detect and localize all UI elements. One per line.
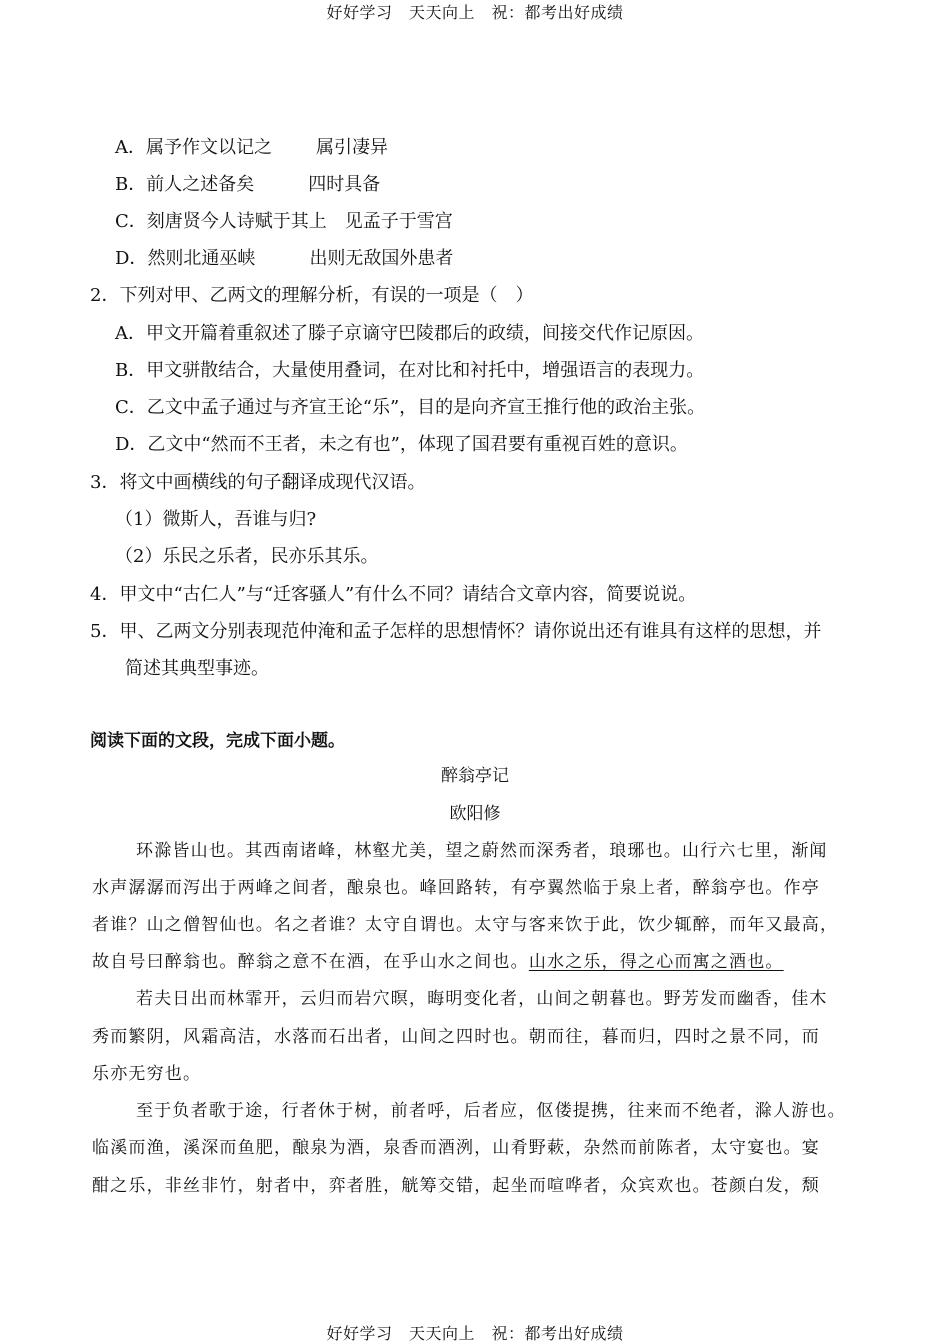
q1-option-a: [115, 139, 388, 157]
passage-author: 欧阳修: [449, 804, 501, 824]
option-left: 前人之述备矣: [146, 174, 255, 195]
passage-p3-line1: 至于负者歌于途，行者休于树，前者呼，后者应，伛偻提携，往来而不绝者，滁人游也。: [136, 1101, 846, 1121]
option-right: 属引凄异: [316, 137, 388, 158]
q2-option-c: C．乙文中孟子通过与齐宣王论“乐”，目的是向齐宣王推行他的政治主张。: [115, 397, 706, 418]
underlined-sentence: 山水之乐，得之心而寓之酒也。: [528, 952, 784, 972]
q1-option-c: [115, 213, 453, 231]
page-footer: 好好学习 天天向上 祝：都考出好成绩: [326, 1324, 624, 1343]
q2-option-d: D．乙文中“然而不王者，未之有也”，体现了国君要有重视百姓的意识。: [115, 434, 688, 455]
option-label: A．: [115, 137, 146, 158]
option-right: 四时具备: [308, 174, 381, 195]
passage-p1-line2: 水声潺潺而泻出于两峰之间者，酿泉也。峰回路转，有亭翼然临于泉上者，醉翁亭也。作亭: [92, 878, 820, 898]
section-title: 阅读下面的文段，完成下面小题。: [90, 731, 345, 751]
q3-item-2: （2）乐民之乐者，民亦乐其乐。: [115, 546, 379, 567]
passage-p1-line3: 者谁？山之僧智仙也。名之者谁？太守自谓也。太守与客来饮于此，饮少辄醉，而年又最高，: [92, 915, 839, 935]
option-left: 刻唐贤今人诗赋于其上: [146, 211, 327, 232]
option-right: 出则无敌国外患者: [309, 248, 454, 269]
passage-p2-line2: 秀而繁阴，风霜高洁，水落而石出者，山间之四时也。朝而往，暮而归，四时之景不同，而: [92, 1027, 820, 1047]
passage-p1-line4: [92, 954, 784, 971]
q1-option-b: [115, 176, 380, 194]
passage-p3-line3: 酣之乐，非丝非竹，射者中，弈者胜，觥筹交错，起坐而喧哗者，众宾欢也。苍颜白发，颓: [92, 1176, 820, 1196]
q2-option-a: A．甲文开篇着重叙述了滕子京谪守巴陵郡后的政绩，间接交代作记原因。: [115, 323, 704, 344]
option-left: 然则北通巫峡: [147, 248, 256, 269]
passage-p2-line1: 若夫日出而林霏开，云归而岩穴暝，晦明变化者，山间之朝暮也。野芳发而幽香，佳木: [136, 989, 828, 1009]
passage-p2-line3: 乐亦无穷也。: [92, 1064, 202, 1084]
q4-stem: 4．甲文中“古仁人”与“迁客骚人”有什么不同？请结合文章内容，简要说说。: [90, 584, 697, 605]
option-label: B．: [115, 174, 147, 195]
passage-title: 醉翁亭记: [441, 766, 509, 786]
passage-p1-line1: 环滁皆山也。其西南诸峰，林壑尤美，望之蔚然而深秀者，琅琊也。山行六七里，渐闻: [136, 841, 828, 861]
q1-option-d: [115, 250, 453, 268]
q2-option-b: B．甲文骈散结合，大量使用叠词，在对比和衬托中，增强语言的表现力。: [115, 360, 705, 381]
q2-stem: 2．下列对甲、乙两文的理解分析，有误的一项是（ ）: [90, 285, 534, 306]
q3-stem: 3．将文中画横线的句子翻译成现代汉语。: [90, 472, 426, 493]
passage-p1-line4-text: 故自号曰醉翁也。醉翁之意不在酒，在乎山水之间也。: [92, 952, 529, 972]
q3-item-1: （1）微斯人，吾谁与归?: [115, 509, 317, 530]
q5-stem-line2: 简述其典型事迹。: [125, 658, 269, 679]
passage-p3-line2: 临溪而渔，溪深而鱼肥，酿泉为酒，泉香而酒洌，山肴野蔌，杂然而前陈者，太守宴也。宴: [92, 1138, 820, 1158]
option-label: D．: [115, 248, 148, 269]
option-left: 属予作文以记之: [146, 137, 272, 158]
option-right: 见孟子于雪宫: [344, 211, 453, 232]
page-header: 好好学习 天天向上 祝：都考出好成绩: [326, 3, 624, 22]
q5-stem-line1: 5．甲、乙两文分别表现范仲淹和孟子怎样的思想情怀？请你说出还有谁具有这样的思想，并: [90, 621, 822, 642]
option-label: C．: [115, 211, 147, 232]
